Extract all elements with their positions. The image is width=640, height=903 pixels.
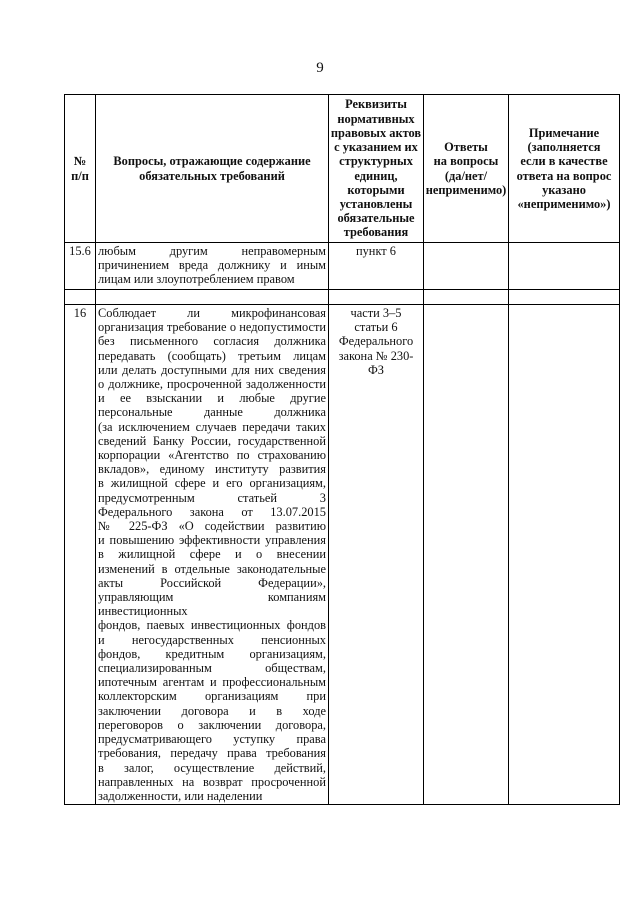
- separator-cell: [329, 290, 424, 305]
- answer-cell: [424, 243, 509, 290]
- text-line: единиц,: [354, 168, 398, 183]
- text-line: (да/нет/: [444, 168, 488, 183]
- text-line: (заполняется: [527, 140, 601, 155]
- text-line: фондов, паевых инвестиционных фондов: [98, 618, 326, 633]
- separator-cell: [65, 290, 96, 305]
- separator-row: [65, 290, 620, 305]
- text-line: лицам или злоупотреблением правом: [98, 272, 295, 287]
- text-line: обязательных требований: [139, 168, 285, 183]
- text-line: в жилищной сфере и его организациям,: [98, 476, 326, 491]
- text-line: указано: [542, 182, 586, 197]
- text-line: Соблюдает ли микрофинансовая: [98, 306, 326, 320]
- text-line: «неприменимо»): [517, 196, 611, 211]
- text-line: вкладов», единому институту развития: [98, 462, 326, 477]
- separator-cell: [424, 290, 509, 305]
- text-line: и негосударственных пенсионных: [98, 632, 326, 647]
- text-line: акты Российской Федерации»,: [98, 575, 326, 590]
- header-num: [65, 95, 96, 243]
- text-line: ипотечным агентам и профессиональным: [98, 675, 326, 690]
- header-note: [509, 95, 620, 243]
- text-line: (за исключением случаев передачи таких: [98, 419, 326, 434]
- text-line: изменений в отдельные законодательные: [98, 561, 326, 576]
- text-line: специализированным обществам,: [98, 661, 326, 676]
- text-line: фондов, кредитным организациям,: [98, 646, 326, 661]
- text-line: в жилищной сфере и о внесении: [98, 547, 326, 562]
- text-line: о должнике, просроченной задолженности: [98, 377, 326, 392]
- text-line: персональные данные должника: [98, 405, 326, 420]
- table-row: [65, 305, 620, 805]
- text-line: № 225-ФЗ «О содействии развитию: [98, 519, 326, 534]
- text-line: без письменного согласия должника: [98, 334, 326, 349]
- text-line: структурных: [339, 154, 413, 169]
- separator-cell: [509, 290, 620, 305]
- requisites-text: [329, 305, 424, 805]
- text-line: корпорации «Агентство по страхованию: [98, 448, 326, 463]
- text-line: нормативных: [337, 111, 415, 126]
- text-line: или делать доступными для них сведения: [98, 362, 326, 377]
- text-line: на вопросы: [433, 154, 499, 169]
- text-line: и ее взыскании и любые другие: [98, 391, 326, 406]
- text-line: Федерального закона от 13.07.2015: [98, 504, 326, 519]
- text-line: установлены: [339, 196, 413, 211]
- text-line: передавать (сообщать) третьим лицам: [98, 348, 326, 363]
- text-line: причинением вреда должнику и иным: [98, 258, 326, 273]
- text-line: Федерального: [338, 334, 414, 349]
- text-line: предусмотренным статьей 3: [98, 490, 326, 505]
- page-number: 9: [316, 60, 324, 76]
- text-line: правовых актов: [330, 125, 422, 140]
- text-line: сведений Банку России, государственной: [98, 433, 326, 448]
- text-line: Примечание: [528, 125, 600, 140]
- header-row: [65, 95, 620, 243]
- text-line: ответа на вопрос: [516, 168, 612, 183]
- table-row: [65, 243, 620, 290]
- text-line: пункт 6: [355, 244, 397, 258]
- text-line: которыми: [347, 182, 405, 197]
- separator-cell: [96, 290, 329, 305]
- text-line: с указанием их: [334, 140, 418, 155]
- row-number: 16: [65, 305, 96, 805]
- text-line: требования: [343, 225, 409, 240]
- text-line: №: [73, 154, 87, 169]
- text-line: предусматривающего уступку права: [98, 732, 326, 747]
- text-line: переговоров о заключении договора,: [98, 717, 326, 732]
- question-text: [96, 305, 329, 805]
- text-line: Ответы: [444, 140, 488, 155]
- text-line: требования, передачу права требования: [98, 746, 326, 761]
- text-line: в залог, осуществление действий,: [98, 760, 326, 775]
- answer-cell: [424, 305, 509, 805]
- text-line: закона № 230-ФЗ: [338, 348, 414, 377]
- text-line: если в качестве: [520, 154, 608, 169]
- header-answers: [424, 95, 509, 243]
- checklist-table: [64, 94, 620, 805]
- question-text: [96, 243, 329, 290]
- text-line: неприменимо): [425, 182, 507, 197]
- requisites-text: [329, 243, 424, 290]
- text-line: любым другим неправомерным: [98, 244, 326, 258]
- header-question: [96, 95, 329, 243]
- header-requisites: [329, 95, 424, 243]
- text-line: части 3–5: [350, 306, 402, 320]
- text-line: обязательные: [337, 211, 415, 226]
- row-number: 15.6: [65, 243, 96, 290]
- text-line: заключении договора и в ходе: [98, 703, 326, 718]
- text-line: организация требование о недопустимости: [98, 320, 326, 335]
- text-line: Вопросы, отражающие содержание: [113, 154, 311, 169]
- text-line: статьи 6: [354, 320, 398, 335]
- note-cell: [509, 243, 620, 290]
- text-line: задолженности, или наделении: [98, 788, 263, 803]
- text-line: направленных на возврат просроченной: [98, 774, 326, 789]
- note-cell: [509, 305, 620, 805]
- text-line: коллекторским организациям при: [98, 689, 326, 704]
- text-line: управляющим компаниям инвестиционных: [98, 590, 326, 619]
- text-line: Реквизиты: [345, 97, 407, 112]
- text-line: и повышению эффективности управления: [98, 533, 326, 548]
- text-line: п/п: [71, 168, 89, 183]
